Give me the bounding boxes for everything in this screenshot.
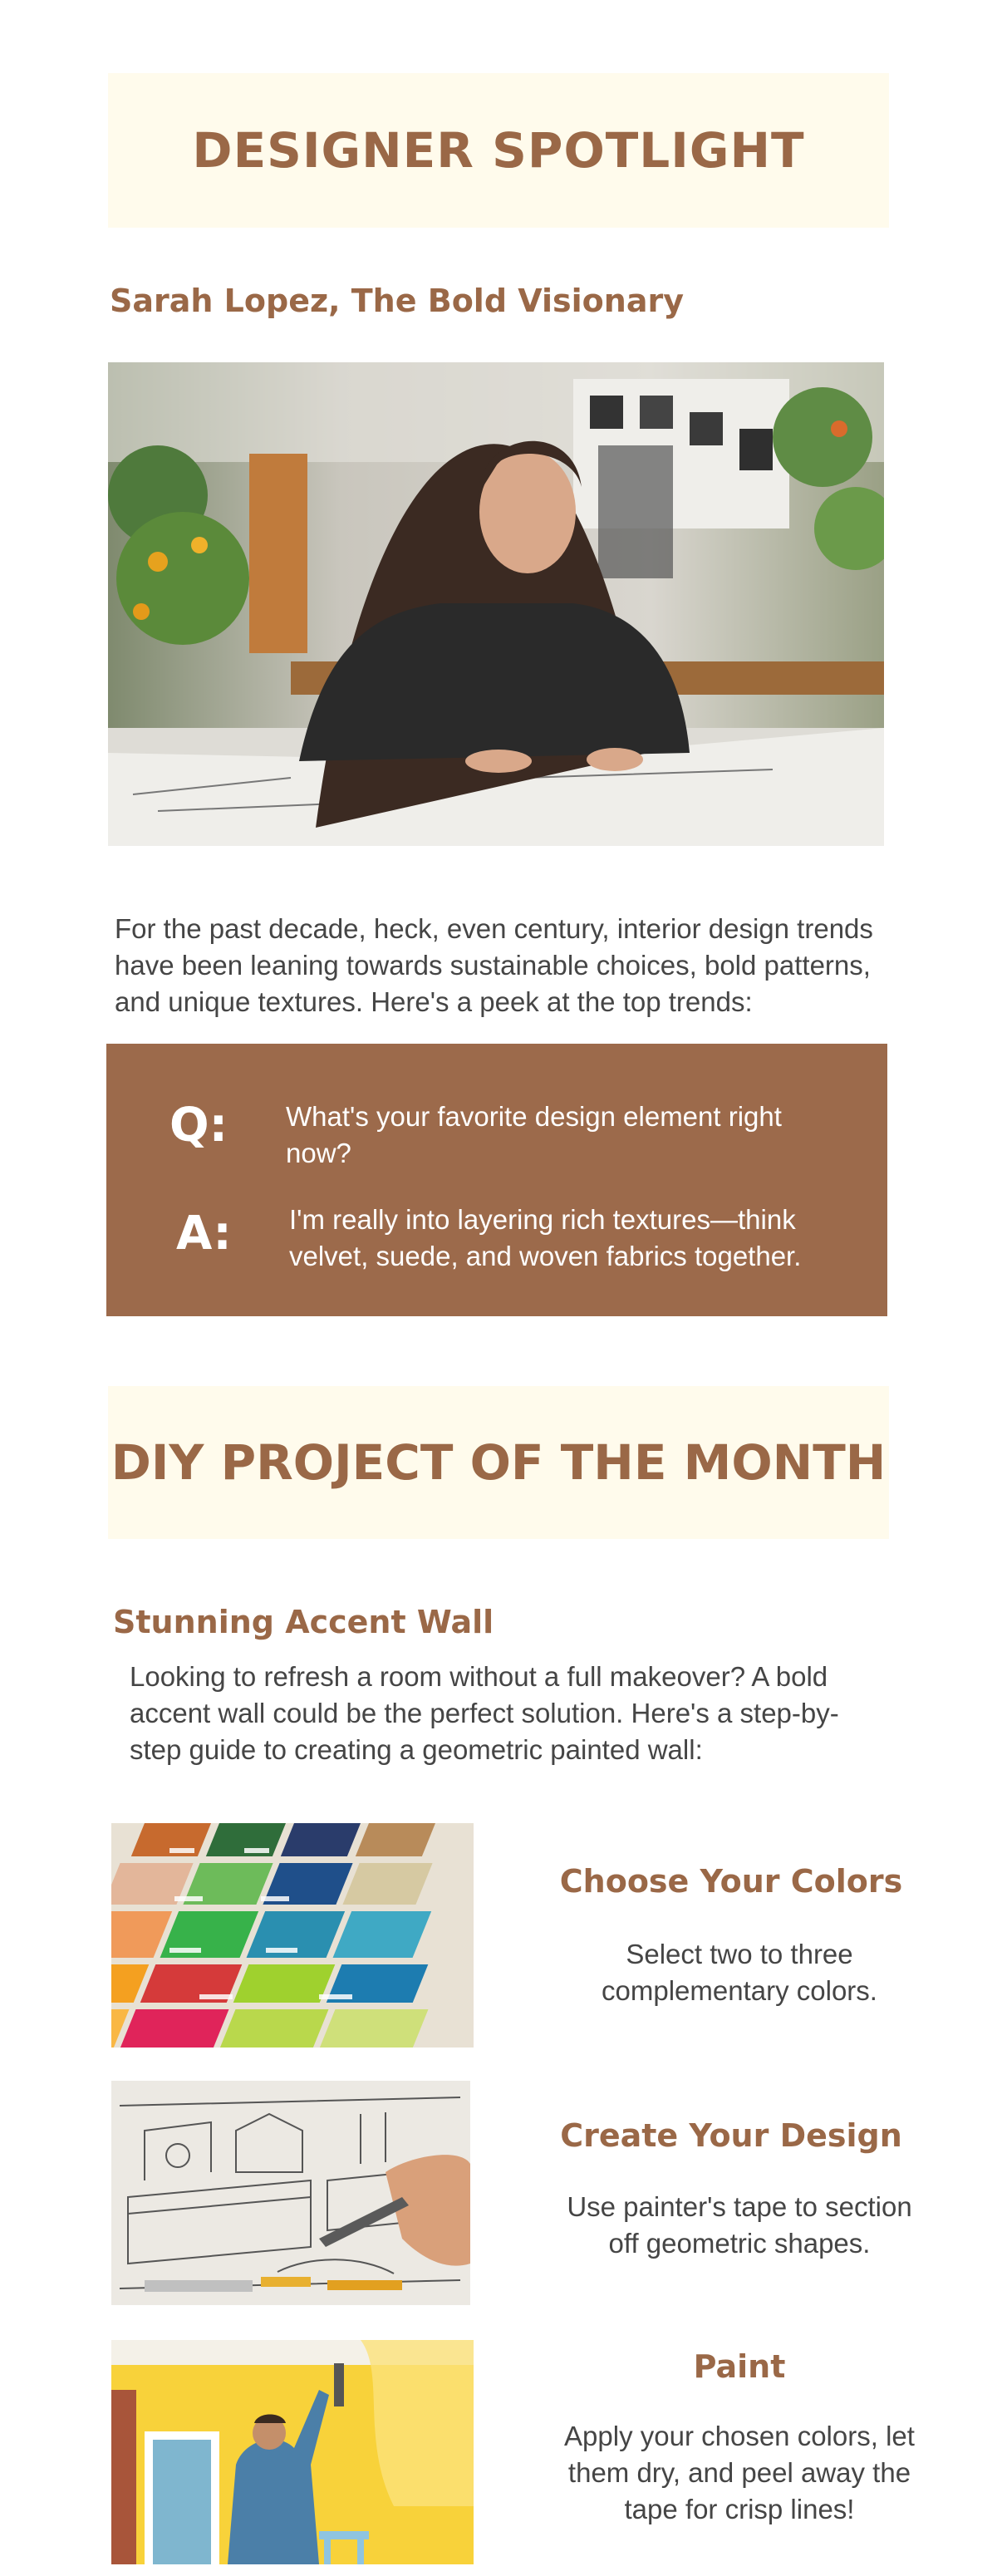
step-3-title: Paint	[693, 2348, 786, 2385]
step-1-title: Choose Your Colors	[559, 1863, 903, 1900]
room-sketch-photo	[111, 2081, 470, 2305]
step-2-text: Use painter's tape to section off geometric shapes.	[567, 2191, 912, 2259]
diy-project-title: DIY PROJECT OF THE MONTH	[111, 1434, 886, 1491]
project-title-heading: Stunning Accent Wall	[113, 1604, 494, 1640]
diy-project-banner	[108, 1386, 889, 1539]
qa-box	[106, 1044, 887, 1316]
designer-photo	[108, 362, 884, 846]
project-intro-text: Looking to refresh a room without a full makeover? A bold accent wall could be the perfect solution. Here's a step-by-step guide to creating a geometric painted wall:	[130, 1661, 839, 1765]
designer-spotlight-banner	[108, 73, 889, 228]
spotlight-intro-text: For the past decade, heck, even century, interior design trends have been leaning towards sustainable choices, bold patterns, and unique textures. Here's a peek at the top trends:	[115, 913, 873, 1017]
designer-name-heading: Sarah Lopez, The Bold Visionary	[110, 283, 684, 319]
step-3-text: Apply your chosen colors, let them dry, and peel away the tape for crisp lines!	[564, 2421, 915, 2524]
paint-swatches-photo	[111, 1823, 474, 2048]
step-1-text: Select two to three complementary colors.	[602, 1939, 877, 2006]
designer-spotlight-title: DESIGNER SPOTLIGHT	[192, 122, 805, 179]
step-2-title: Create Your Design	[560, 2117, 902, 2154]
answer-label: A:	[176, 1207, 232, 1261]
question-text: What's your favorite design element right now?	[286, 1101, 782, 1168]
painting-yellow-wall-photo	[111, 2340, 474, 2564]
question-label: Q:	[169, 1099, 228, 1153]
answer-text: I'm really into layering rich textures—think velvet, suede, and woven fabrics together.	[289, 1204, 802, 1271]
